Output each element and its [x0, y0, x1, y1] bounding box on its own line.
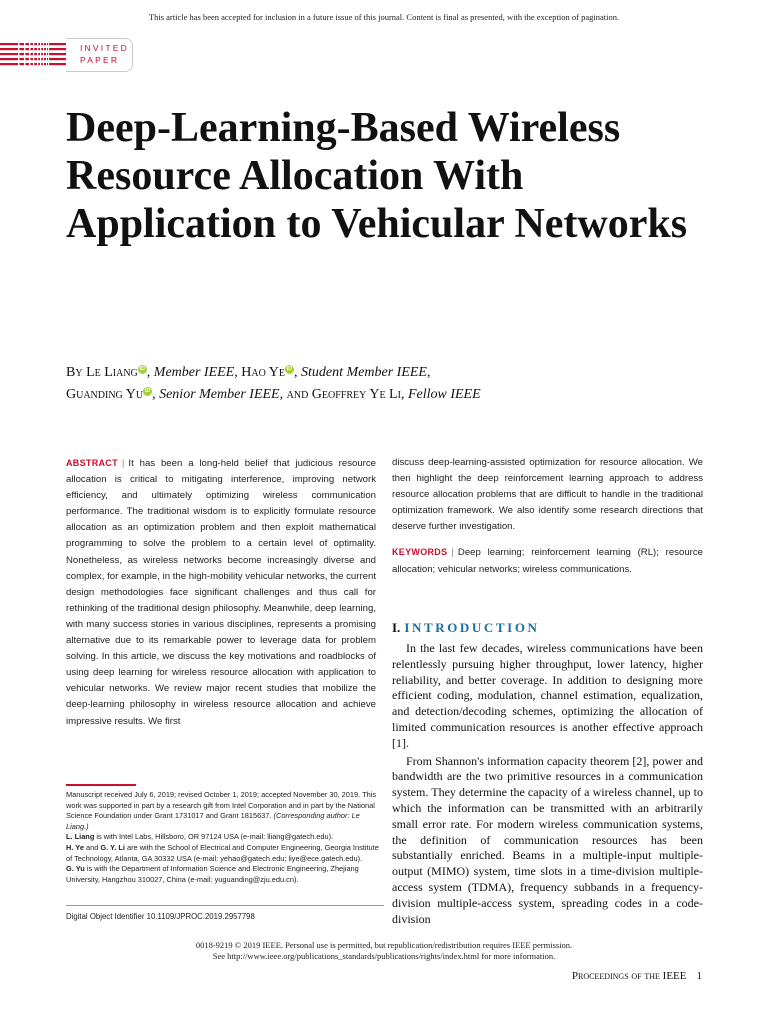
- author-role-liang: Member IEEE: [153, 365, 235, 380]
- keywords-block: [392, 544, 703, 577]
- author-role-ye: Student Member IEEE: [301, 365, 427, 380]
- byline-by: By: [66, 365, 83, 380]
- badge-line-invited: INVITED: [80, 43, 129, 53]
- footnote-rule: [66, 784, 136, 786]
- section-number: I.: [392, 620, 401, 635]
- corresponding-author-note: (Corresponding author: Le Liang.): [66, 811, 360, 831]
- author-name-li: Geoffrey Ye Li: [311, 387, 401, 402]
- section-title: INTRODUCTION: [404, 620, 540, 635]
- abstract-column-1: [66, 455, 376, 730]
- abstract-text-part2: discuss deep-learning-assisted optimization for resource allocation. We then highlight the deep reinforcement learning approach to address resource allocation problems that are difficult to handle in the traditional optimization framework. We also identify some research directions that deserve further investigation.: [392, 457, 703, 533]
- abstract-text-part1: It has been a long-held belief that judicious resource allocation is critical to mitigating interference, improving network efficiency, and ultimately optimizing wireless communication performance. The traditional wisdom is to explicitly formulate resource allocation as an optimization problem and then exploit mathematical programming to solve the problem to a certain level of optimality. Nonetheless, as wireless networks become increasingly diverse and complex, for example, in the high-mobility vehicular networks, the current design methodologies face significant challenges and thus call for rethinking of the traditional design philosophy. Meanwhile, deep learning, with many success stories in various disciplines, represents a promising alternative due to its remarkable power to leverage data for problem solving. In this article, we discuss the key motivations and roadblocks of using deep learning for wireless resource allocation with application to vehicular networks. We review major recent studies that mobilize the deep-learning philosophy in wireless resource allocation and achieve impressive results. We first: [66, 458, 376, 727]
- keywords-separator: |: [451, 547, 454, 559]
- author-role-yu: Senior Member IEEE: [159, 387, 280, 402]
- copyright-notice: [0, 940, 768, 962]
- orcid-icon[interactable]: iD: [144, 388, 151, 395]
- orcid-icon[interactable]: iD: [286, 366, 293, 373]
- footnotes: [66, 790, 384, 885]
- abstract-label: ABSTRACT: [66, 458, 118, 468]
- badge-stripes-graphic: [0, 41, 70, 69]
- keywords-text: Deep learning; reinforcement learning (RL); resource allocation; vehicular networks; wireless communications.: [392, 547, 703, 575]
- section-heading-introduction: [392, 620, 540, 636]
- page-number: 1: [696, 970, 702, 982]
- badge-line-paper: PAPER: [80, 55, 120, 65]
- abstract-column-2: [392, 455, 703, 578]
- journal-footer: [572, 970, 702, 982]
- author-line-2: Guanding Yu iD , Senior Member IEEE, and Geoffrey Ye Li, Fellow IEEE: [66, 387, 481, 402]
- author-line-1: By Le Liang iD , Member IEEE, Hao Ye iD , Student Member IEEE,: [66, 365, 431, 380]
- byline-and: and: [286, 387, 309, 402]
- copyright-line-1: 0018-9219 © 2019 IEEE. Personal use is permitted, but republication/redistribution requires IEEE permission.: [195, 940, 573, 950]
- orcid-icon[interactable]: iD: [139, 366, 146, 373]
- intro-paragraph-1: In the last few decades, wireless communications have been relentlessly pursuing higher throughput, lower latency, higher reliability, and better coverage. In addition to designing more efficient coding, modulation, channel estimation, equalization, and detection/decoding schemes, optimizing the allocation of limited communication resources is another effective approach [1].: [392, 641, 703, 750]
- author-role-li: Fellow IEEE: [407, 387, 481, 402]
- author-name-yu: Guanding Yu: [66, 387, 144, 402]
- journal-name: Proceedings of the IEEE: [571, 970, 687, 982]
- footnote-yu: G. Yu is with the Department of Information Science and Electronic Engineering, Zhejiang University, Hangzhou 310027, China (e-mail: yuguanding@zju.edu.cn).: [66, 864, 359, 884]
- invited-paper-badge: [0, 38, 134, 72]
- copyright-line-2: See http://www.ieee.org/publications_standards/publications/rights/index.html for more information.: [212, 951, 556, 961]
- acceptance-notice: This article has been accepted for inclusion in a future issue of this journal. Content is final as presented, with the exception of pagination.: [148, 12, 620, 22]
- keywords-label: KEYWORDS: [392, 547, 448, 558]
- doi-line: Digital Object Identifier 10.1109/JPROC.2019.2957798: [66, 912, 255, 921]
- footnote-manuscript: Manuscript received July 6, 2019; revised October 1, 2019; accepted November 30, 2019. This work was supported in part by a research gift from Intel Corporation and in part by the National Science Foundation under Grant 1731017 and Grant 1815637. (Corresponding author: Le Liang.): [66, 790, 377, 831]
- paper-title: Deep-Learning-Based Wireless Resource Allocation With Application to Vehicular Networks: [66, 105, 688, 247]
- footnote-liang: L. Liang is with Intel Labs, Hillsboro, OR 97124 USA (e-mail: lliang@gatech.edu).: [66, 832, 334, 842]
- intro-paragraph-2: From Shannon's information capacity theorem [2], power and bandwidth are the two primitive resources in a communication system. They determine the capacity of a wireless channel, up to which the information can be transmitted with an arbitrarily small error rate. For modern wireless communication systems, the definition of communication resources has been substantially enriched. Beams in a multiple-input multiple-output (MIMO) system, time slots in a time-division multiple-access system (TDMA), frequency subbands in a frequency-division multiple-access system, spreading codes in a code-division: [392, 753, 703, 926]
- footnote-ye-li: H. Ye and G. Y. Li are with the School of Electrical and Computer Engineering, Georgia Institute of Technology, Atlanta, GA 30332 USA (e-mail: yehao@gatech.edu; liye@ece.gatech.edu).: [66, 842, 379, 863]
- author-name-ye: Hao Ye: [241, 365, 286, 380]
- author-name-liang: Le Liang: [86, 365, 138, 380]
- introduction-body: [392, 641, 703, 927]
- badge-label-box: [66, 38, 133, 72]
- abstract-separator: |: [121, 458, 125, 469]
- doi-divider: [66, 905, 384, 906]
